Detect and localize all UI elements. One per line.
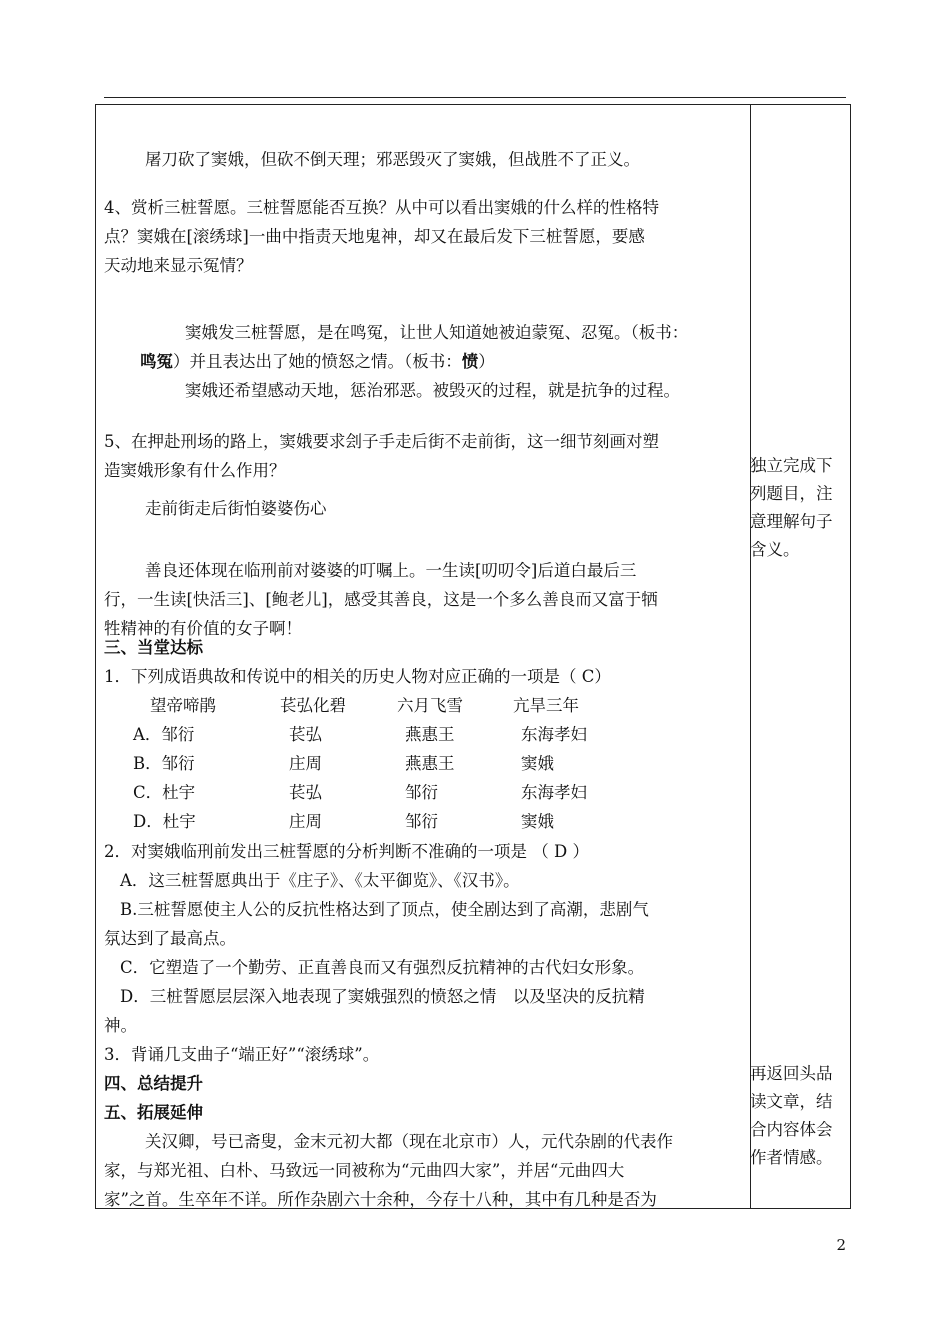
text-line: 造窦娥形象有什么作用？ bbox=[104, 461, 286, 480]
grid-cell: 燕惠王 bbox=[405, 725, 455, 744]
text-line: 3．背诵几支曲子“端正好”“滚绣球”。 bbox=[104, 1045, 380, 1064]
text-line: 点？窦娥在[滚绣球]一曲中指责天地鬼神，却又在最后发下三桩誓愿，要感 bbox=[104, 227, 645, 246]
text-line: 2．对窦娥临刑前发出三桩誓愿的分析判断不准确的一项是 （ D ） bbox=[104, 842, 589, 861]
banshu-fen: 愤 bbox=[461, 352, 479, 371]
text-line: 天动地来显示冤情？ bbox=[104, 256, 253, 275]
grid-cell: C．杜宇 bbox=[133, 783, 196, 802]
grid-header-cell: 亢旱三年 bbox=[513, 696, 579, 715]
text-line: 神。 bbox=[104, 1016, 137, 1035]
grid-header-cell: 六月飞雪 bbox=[397, 696, 463, 715]
banshu-line: 鸣冤）并且表达出了她的愤怒之情。（板书：愤） bbox=[140, 352, 495, 371]
grid-cell: 庄周 bbox=[289, 812, 322, 831]
grid-cell: 东海孝妇 bbox=[521, 783, 587, 802]
heading-section-3: 三、当堂达标 bbox=[104, 638, 203, 657]
heading-section-5: 五、拓展延伸 bbox=[104, 1103, 203, 1122]
text-line: 1．下列成语典故和传说中的相关的历史人物对应正确的一项是（ C） bbox=[104, 667, 611, 686]
column-divider bbox=[750, 105, 751, 1208]
text-line: A．这三桩誓愿典出于《庄子》、《太平御览》、《汉书》。 bbox=[120, 871, 520, 890]
text-line: 家，与郑光祖、白朴、马致远一同被称为“元曲四大家”，并居“元曲四大 bbox=[104, 1161, 625, 1180]
text-line: 关汉卿，号已斋叟，金末元初大都（现在北京市）人，元代杂剧的代表作 bbox=[145, 1132, 673, 1151]
text-line: 窦娥发三桩誓愿，是在鸣冤，让世人知道她被迫蒙冤、忍冤。（板书： bbox=[185, 323, 689, 342]
side-note-2: 再返回头品 读文章，结 合内容体会 作者情感。 bbox=[750, 1064, 833, 1167]
grid-cell: 窦娥 bbox=[521, 812, 554, 831]
grid-header-cell: 望帝啼鹃 bbox=[150, 696, 216, 715]
grid-cell: 苌弘 bbox=[289, 783, 322, 802]
grid-cell: 燕惠王 bbox=[405, 754, 455, 773]
grid-cell: A．邹衍 bbox=[133, 725, 195, 744]
text-line: 行，一生读[快活三]、[鲍老儿]，感受其善良，这是一个多么善良而又富于牺 bbox=[104, 590, 658, 609]
text-line: 屠刀砍了窦娥，但砍不倒天理；邪恶毁灭了窦娥，但战胜不了正义。 bbox=[145, 150, 640, 169]
grid-cell: B．邹衍 bbox=[133, 754, 195, 773]
text-line: D．三桩誓愿层层深入地表现了窦娥强烈的愤怒之情 以及坚决的反抗精 bbox=[120, 987, 645, 1006]
grid-cell: 苌弘 bbox=[289, 725, 322, 744]
text-line: 善良还体现在临刑前对婆婆的叮嘱上。一生读[叨叨令]后道白最后三 bbox=[145, 561, 637, 580]
text-line: 牲精神的有价值的女子啊！ bbox=[104, 619, 302, 638]
text-line: 5、在押赴刑场的路上，窦娥要求刽子手走后街不走前街，这一细节刻画对塑 bbox=[104, 432, 659, 451]
text-line: 窦娥还希望感动天地，惩治邪恶。被毁灭的过程，就是抗争的过程。 bbox=[185, 381, 680, 400]
text-line: 4、赏析三桩誓愿。三桩誓愿能否互换？从中可以看出窦娥的什么样的性格特 bbox=[104, 198, 659, 217]
text-line: 家”之首。生卒年不详。所作杂剧六十余种，今存十八种，其中有几种是否为 bbox=[104, 1190, 657, 1209]
banshu-mingyuan: 鸣冤 bbox=[140, 352, 173, 371]
text-line: 走前街走后街怕婆婆伤心 bbox=[145, 499, 327, 518]
header-rule bbox=[104, 97, 846, 98]
text-line: 氛达到了最高点。 bbox=[104, 929, 236, 948]
grid-cell: 窦娥 bbox=[521, 754, 554, 773]
grid-cell: 邹衍 bbox=[405, 783, 438, 802]
side-note-1: 独立完成下 列题目，注 意理解句子 含义。 bbox=[750, 456, 833, 559]
grid-cell: 庄周 bbox=[289, 754, 322, 773]
grid-cell: 东海孝妇 bbox=[521, 725, 587, 744]
heading-section-4: 四、总结提升 bbox=[104, 1074, 203, 1093]
text-line: C．它塑造了一个勤劳、正直善良而又有强烈反抗精神的古代妇女形象。 bbox=[120, 958, 645, 977]
text-line: B.三桩誓愿使主人公的反抗性格达到了顶点，使全剧达到了高潮，悲剧气 bbox=[120, 900, 649, 919]
grid-header-cell: 苌弘化碧 bbox=[280, 696, 346, 715]
grid-cell: D．杜宇 bbox=[133, 812, 196, 831]
page-number: 2 bbox=[836, 1236, 846, 1254]
grid-cell: 邹衍 bbox=[405, 812, 438, 831]
